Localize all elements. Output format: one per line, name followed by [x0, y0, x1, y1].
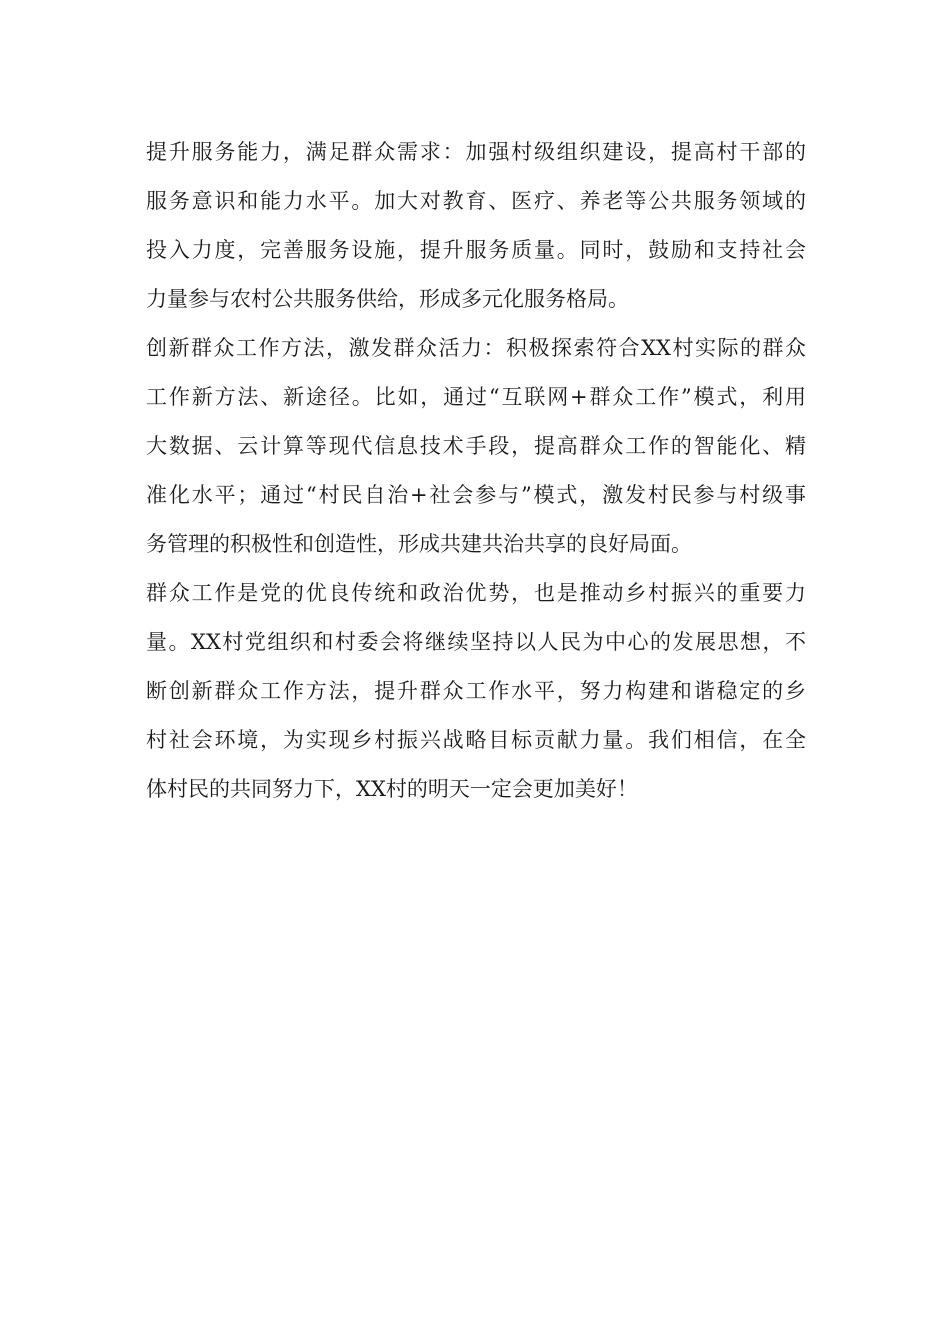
text-line: 服务意识和能力水平。加大对教育、医疗、养老等公共服务领域的: [146, 189, 806, 213]
paragraph-conclusion: [146, 569, 806, 814]
text-line: 群众工作是党的优良传统和政治优势，也是推动乡村振兴的重要力: [146, 581, 806, 605]
text-line: 量。XX村党组织和村委会将继续坚持以人民为中心的发展思想，不: [146, 630, 806, 654]
text-line: 提升服务能力，满足群众需求：加强村级组织建设，提高村干部的: [146, 140, 806, 164]
text-line: 工作新方法、新途径。比如，通过“互联网+群众工作”模式，利用: [146, 385, 806, 409]
text-line: 大数据、云计算等现代信息技术手段，提高群众工作的智能化、精: [146, 434, 806, 458]
text-line: 务管理的积极性和创造性，形成共建共治共享的良好局面。: [146, 532, 692, 556]
text-line: 村社会环境，为实现乡村振兴战略目标贡献力量。我们相信，在全: [146, 728, 806, 752]
document-body: [146, 128, 806, 814]
paragraph-service-capacity: [146, 128, 806, 324]
text-line: 投入力度，完善服务设施，提升服务质量。同时，鼓励和支持社会: [146, 238, 806, 262]
paragraph-innovate-methods: [146, 324, 806, 569]
text-line: 断创新群众工作方法，提升群众工作水平，努力构建和谐稳定的乡: [146, 679, 806, 703]
text-line: 准化水平；通过“村民自治+社会参与”模式，激发村民参与村级事: [146, 483, 806, 507]
text-line: 创新群众工作方法，激发群众活力：积极探索符合XX村实际的群众: [146, 336, 806, 360]
text-line: 力量参与农村公共服务供给，形成多元化服务格局。: [146, 287, 629, 311]
text-line: 体村民的共同努力下，XX村的明天一定会更加美好！: [146, 777, 638, 801]
